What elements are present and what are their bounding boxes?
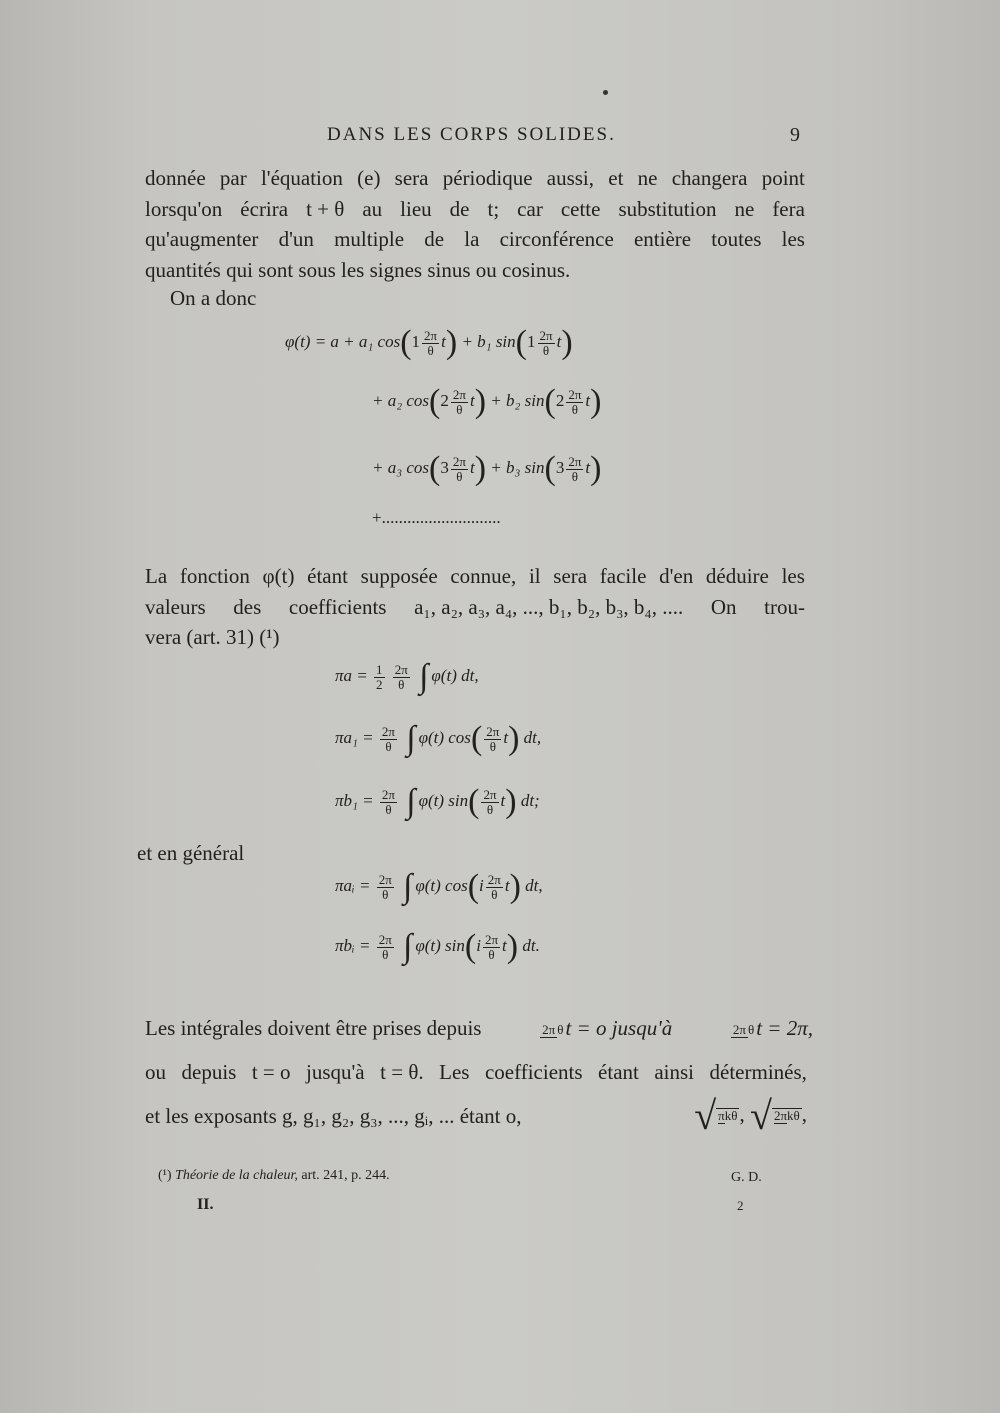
word: étant: [598, 1060, 639, 1084]
series-equation-row-2: + a₂ cos(2 $\frac{2\pi}{\theta}$ t) + b₂ sin(2 $\frac{2\pi}{\theta}$ t): [372, 383, 602, 420]
coef-equation-b1: πb₁ = $\frac{2\pi}{\theta}$ ∫ φ(t) sin( $\frac{2\pi}{\theta}$ t) dt;: [335, 783, 540, 820]
word: entière: [633, 227, 692, 251]
word: les: [781, 564, 805, 588]
coef-equation-a1: πa₁ = $\frac{2\pi}{\theta}$ ∫ φ(t) cos( $\frac{2\pi}{\theta}$ t) dt,: [335, 720, 542, 757]
word: ne: [734, 196, 755, 221]
word: coefficients: [484, 1060, 583, 1084]
word: par: [219, 166, 247, 190]
word: écrira: [240, 196, 289, 221]
word: coefficients: [288, 594, 387, 619]
word: trou-: [764, 594, 805, 619]
word: sera: [394, 166, 429, 190]
word: de: [449, 196, 470, 221]
word: il: [528, 564, 541, 588]
on-a-donc: On a donc: [170, 286, 257, 310]
word: On: [710, 594, 737, 619]
word: a₁, a₂, a₃, a₄, ..., b₁, b₂, b₃, b₄, ....: [414, 594, 684, 619]
word: t = o: [251, 1060, 291, 1084]
running-header-title: DANS LES CORPS SOLIDES.: [327, 124, 616, 145]
ink-speck: [603, 90, 608, 95]
word: donnée: [145, 166, 206, 190]
word: ne: [637, 166, 658, 190]
signature-mark: 2: [737, 1198, 744, 1213]
text-line: [145, 561, 805, 592]
word: Les: [439, 1060, 470, 1084]
word: point: [761, 166, 805, 190]
word: circonférence: [499, 227, 614, 251]
footnote-initials: G. D.: [731, 1170, 762, 1185]
word: toutes: [711, 227, 762, 251]
word: t;: [487, 196, 500, 221]
text-line: [145, 224, 805, 255]
word: fonction: [179, 564, 250, 588]
word: sera: [553, 564, 588, 588]
word: t = θ.: [380, 1060, 424, 1084]
text-line: [145, 163, 805, 194]
word: la: [464, 227, 480, 251]
word: changera: [671, 166, 748, 190]
word: substitution: [618, 196, 717, 221]
series-equation-row-1: φ(t) = a + a₁ cos(1 $\frac{2\pi}{\theta}$ t) + b₁ sin(1 $\frac{2\pi}{\theta}$ t): [285, 324, 573, 361]
word: déduire: [705, 564, 769, 588]
general-equation-bi: πbᵢ = $\frac{2\pi}{\theta}$ ∫ φ(t) sin(i $\frac{2\pi}{\theta}$ t) dt.: [335, 928, 540, 965]
volume-marker: II.: [197, 1196, 214, 1213]
word: lorsqu'on: [145, 196, 223, 221]
word: l'équation: [260, 166, 343, 190]
word: car: [517, 196, 543, 221]
word: cette: [560, 196, 601, 221]
word: valeurs: [145, 594, 206, 619]
word: de: [424, 227, 445, 251]
word: φ(t): [262, 564, 295, 588]
word: supposée: [360, 564, 438, 588]
coef-equation-a: πa = $\frac{1}{2}$ $\frac{2\pi}{\theta}$ ∫ φ(t) dt,: [335, 658, 479, 695]
text-line: [145, 622, 805, 653]
paragraph-3-line-2: [145, 1057, 807, 1088]
word: au: [362, 196, 383, 221]
footnote: (¹) Théorie de la chaleur, art. 241, p. 244.: [158, 1168, 390, 1183]
word: fera: [772, 196, 805, 221]
series-equation-row-3: + a₃ cos(3 $\frac{2\pi}{\theta}$ t) + b₃ sin(3 $\frac{2\pi}{\theta}$ t): [372, 450, 602, 487]
word: étant: [307, 564, 348, 588]
word: qu'augmenter: [145, 227, 259, 251]
word: facile: [599, 564, 647, 588]
paragraph-1: [145, 163, 805, 285]
word: La: [145, 564, 168, 588]
word: d'en: [659, 564, 694, 588]
word: déterminés,: [709, 1060, 807, 1084]
word: aussi,: [546, 166, 595, 190]
word: connue,: [450, 564, 517, 588]
text-line: [145, 592, 805, 623]
word: les: [781, 227, 805, 251]
paragraph-3-line-1: Les intégrales doivent être prises depuis 2π θt = o jusqu'à 2π θt = 2π,: [145, 1016, 813, 1040]
text-line: [145, 1057, 807, 1088]
paragraph-3-line-3: et les exposants g, g₁, g₂, g₃, ..., gᵢ, ... étant o, √ πkθ, √ 2πkθ,: [145, 1093, 807, 1138]
page-number: 9: [790, 124, 800, 146]
word: ou: [145, 1060, 166, 1084]
word: ainsi: [654, 1060, 695, 1084]
general-equation-ai: πaᵢ = $\frac{2\pi}{\theta}$ ∫ φ(t) cos(i $\frac{2\pi}{\theta}$ t) dt,: [335, 868, 543, 905]
word: multiple: [334, 227, 405, 251]
text-line: [145, 194, 805, 225]
word: vera (art. 31) (¹): [145, 625, 280, 649]
series-equation-continuation: +............................: [372, 508, 501, 527]
word: depuis: [181, 1060, 237, 1084]
word: (e): [357, 166, 381, 190]
word: et: [608, 166, 624, 190]
word: jusqu'à: [306, 1060, 365, 1084]
paragraph-2: [145, 561, 805, 653]
word: quantités qui sont sous les signes sinus ou cosinus.: [145, 257, 571, 282]
word: périodique: [442, 166, 533, 190]
word: t + θ: [306, 196, 345, 221]
text-line: [145, 255, 805, 286]
et-en-general: et en général: [137, 841, 245, 865]
word: lieu: [400, 196, 432, 221]
word: d'un: [278, 227, 314, 251]
word: des: [233, 594, 262, 619]
